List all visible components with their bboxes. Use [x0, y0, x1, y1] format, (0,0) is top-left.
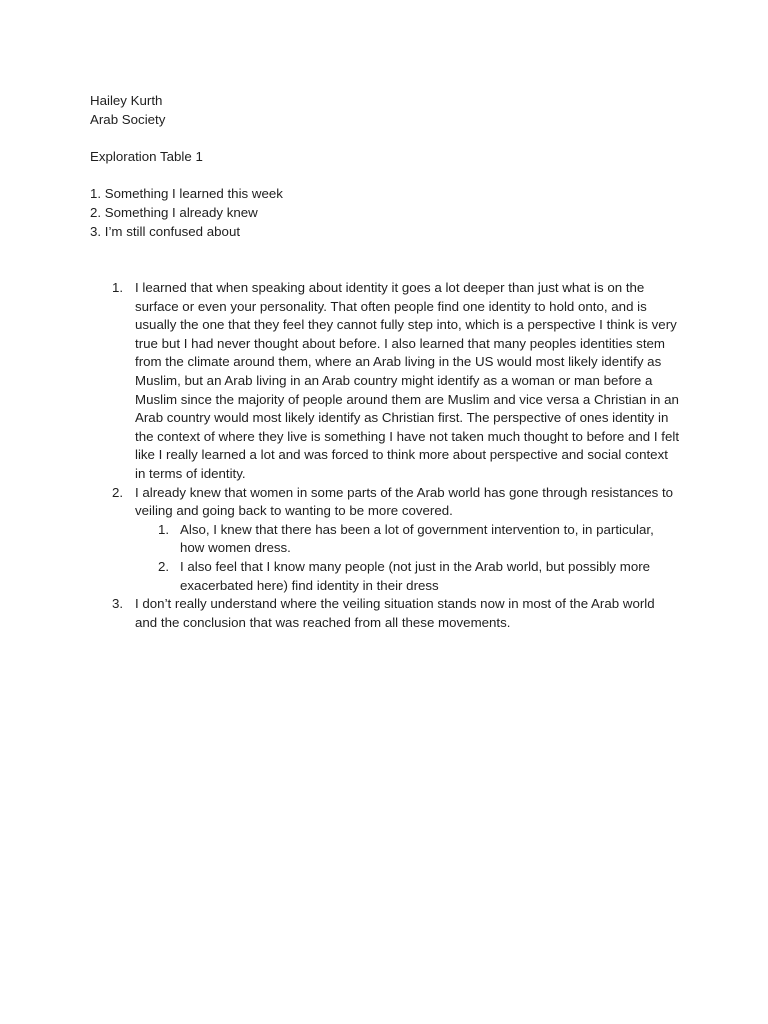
answer-item-3 — [90, 595, 690, 632]
document-title: Exploration Table 1 — [90, 149, 203, 164]
answer-text: I don’t really understand where the veiling situation stands now in most of the Arab world and the conclusion that was reached from all these movements. — [135, 596, 655, 630]
answer-text: I already knew that women in some parts of the Arab world has gone through resistances to veiling and going back to wanting to be more covered. — [135, 484, 674, 519]
sub-answer-item-2 — [135, 558, 690, 595]
answer-item-2 — [90, 484, 690, 596]
sub-answer-number: 2. — [158, 558, 170, 574]
sub-answer-list — [135, 521, 690, 595]
answer-number: 1. — [112, 280, 124, 295]
answer-number: 3. — [112, 596, 124, 612]
answer-text: I learned that when speaking about identity it goes a lot deeper than just what is on the surface or even your personality. That often people find one identity to hold onto, and is usually the one that they feel they cannot fully step into, which is a perspective I think is very true but I had never thought about before. I also learned that many peoples identities stem from the climate around them, where an Arab living in the US would most likely identify as Muslim, but an Arab living in an Arab country might identify as a woman or man before a Muslim since the majority of people around them are Muslim and vice versa a Christian in an Arab country would most likely identify as Christian first. The perspective of ones identity in the context of where they live is something I have not taken much thought to before and I felt like I really learned a lot and was forced to think more about perspective and social context in terms of identity. — [135, 280, 680, 481]
course-name: Arab Society — [90, 112, 166, 127]
sub-answer-text: I also feel that I know many people (not just in the Arab world, but possibly more exacerbated here) find identity in their dress — [180, 558, 651, 593]
sub-answer-item-1 — [135, 521, 690, 558]
prompt-1: 1. Something I learned this week — [90, 186, 283, 201]
sub-answer-number: 1. — [158, 521, 170, 537]
answer-item-1 — [90, 279, 690, 484]
document-page — [90, 91, 690, 632]
answer-list — [90, 279, 690, 632]
author-name: Hailey Kurth — [90, 93, 163, 108]
answer-number: 2. — [112, 484, 124, 500]
sub-answer-text: Also, I knew that there has been a lot of government intervention to, in particular, how women dress. — [180, 521, 654, 556]
prompt-3: 3. I’m still confused about — [90, 224, 241, 239]
prompt-2: 2. Something I already knew — [90, 205, 258, 220]
